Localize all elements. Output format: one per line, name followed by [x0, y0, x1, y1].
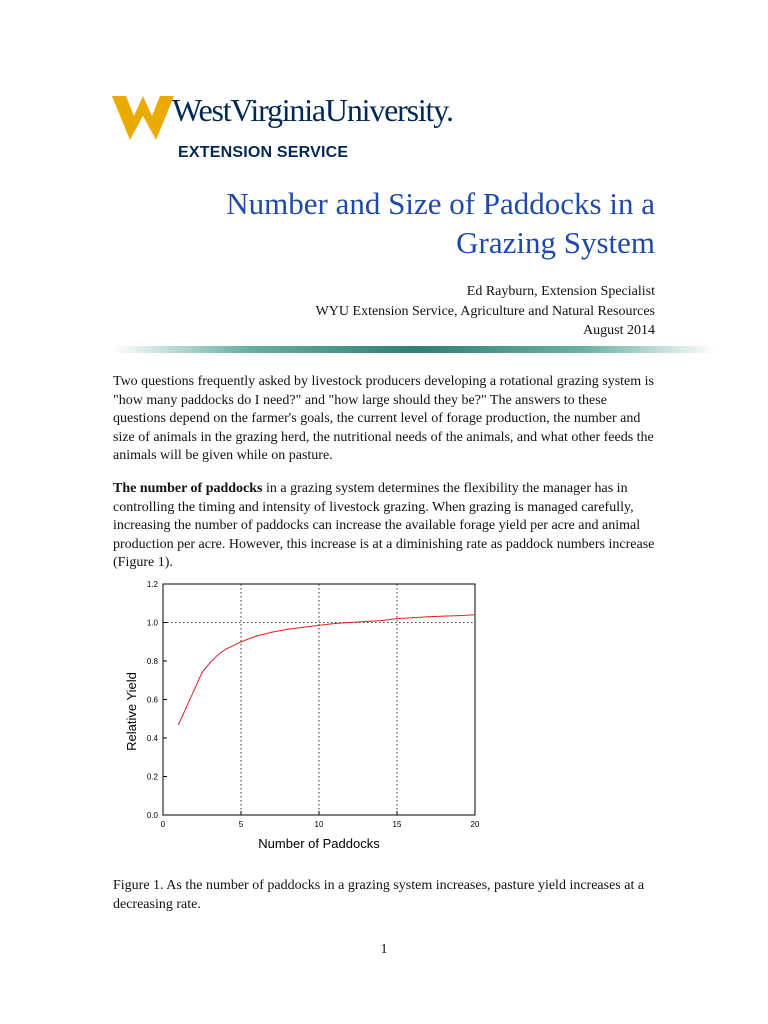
data-point	[178, 724, 179, 725]
organization: WYU Extension Service, Agriculture and Natural Resources	[315, 303, 655, 319]
data-point	[381, 620, 382, 621]
flying-wv-icon	[112, 96, 174, 140]
header-divider	[112, 346, 716, 353]
x-tick-label: 10	[314, 820, 324, 829]
extension-service-label: EXTENSION SERVICE	[178, 144, 349, 161]
y-tick-label: 0.4	[146, 734, 158, 743]
x-axis-label: Number of Paddocks	[258, 836, 380, 851]
byline	[95, 282, 655, 341]
wvu-logo	[112, 90, 472, 170]
page-number: 1	[380, 942, 388, 957]
data-point	[443, 616, 444, 617]
data-point	[396, 618, 397, 619]
data-point	[459, 615, 460, 616]
data-point	[412, 617, 413, 618]
paragraph-lead: The number of paddocks	[113, 481, 263, 496]
university-name: WestVirginiaUniversity.	[172, 92, 453, 128]
series-line-relative-yield	[179, 615, 475, 725]
publication-date: August 2014	[583, 323, 655, 338]
data-point	[225, 649, 226, 650]
data-point	[256, 635, 257, 636]
data-point	[287, 629, 288, 630]
y-tick-label: 1.2	[146, 580, 158, 589]
data-point	[350, 622, 351, 623]
author: Ed Rayburn, Extension Specialist	[466, 284, 655, 299]
data-point	[201, 672, 202, 673]
data-point	[272, 632, 273, 633]
data-point	[217, 655, 218, 656]
page-title	[95, 184, 655, 262]
x-tick-label: 15	[392, 820, 402, 829]
y-axis-label: Relative Yield	[124, 672, 139, 751]
x-tick-label: 5	[238, 820, 244, 829]
figure-caption: Figure 1. As the number of paddocks in a grazing system increases, pasture yield increases at a decreasing rate.	[113, 878, 645, 912]
data-point	[194, 689, 195, 690]
data-point	[318, 625, 319, 626]
data-point	[209, 662, 210, 663]
data-point	[240, 641, 241, 642]
intro-paragraph: Two questions frequently asked by livestock producers developing a rotational grazing system is "how many paddocks do I need?" and "how large should they be?" The answers to these questions depend on the farmer's goals, the current level of forage production, the number and size of animals in the grazing herd, the nutritional needs of the animals, and what other feeds the animals will be given while on pasture.	[113, 374, 655, 463]
y-tick-label: 1.0	[146, 618, 158, 628]
title-line-1: Number and Size of Paddocks in a	[226, 186, 655, 221]
data-point	[365, 621, 366, 622]
y-tick-label: 0.0	[146, 811, 158, 820]
y-tick-label: 0.2	[146, 772, 158, 782]
data-point	[428, 616, 429, 617]
data-point	[186, 707, 187, 708]
paddock-number-paragraph	[113, 480, 658, 573]
y-tick-label: 0.8	[146, 657, 158, 666]
x-tick-label: 0	[160, 820, 166, 829]
relative-yield-chart	[112, 570, 492, 860]
data-point	[334, 623, 335, 624]
figure-1	[112, 570, 492, 860]
y-tick-label: 0.6	[146, 695, 158, 705]
title-line-2: Grazing System	[456, 225, 655, 260]
data-point	[474, 614, 475, 615]
data-point	[303, 627, 304, 628]
x-tick-label: 20	[470, 820, 480, 829]
paragraph-text: in a grazing system determines the flexibility the manager has in controlling the timing and intensity of livestock grazing. When grazing is managed carefully, increasing the number of paddocks can increase the available forage yield per acre and animal production per acre. However, this increase is at a diminishing rate as paddock numbers increase (Figure 1).	[113, 481, 655, 570]
